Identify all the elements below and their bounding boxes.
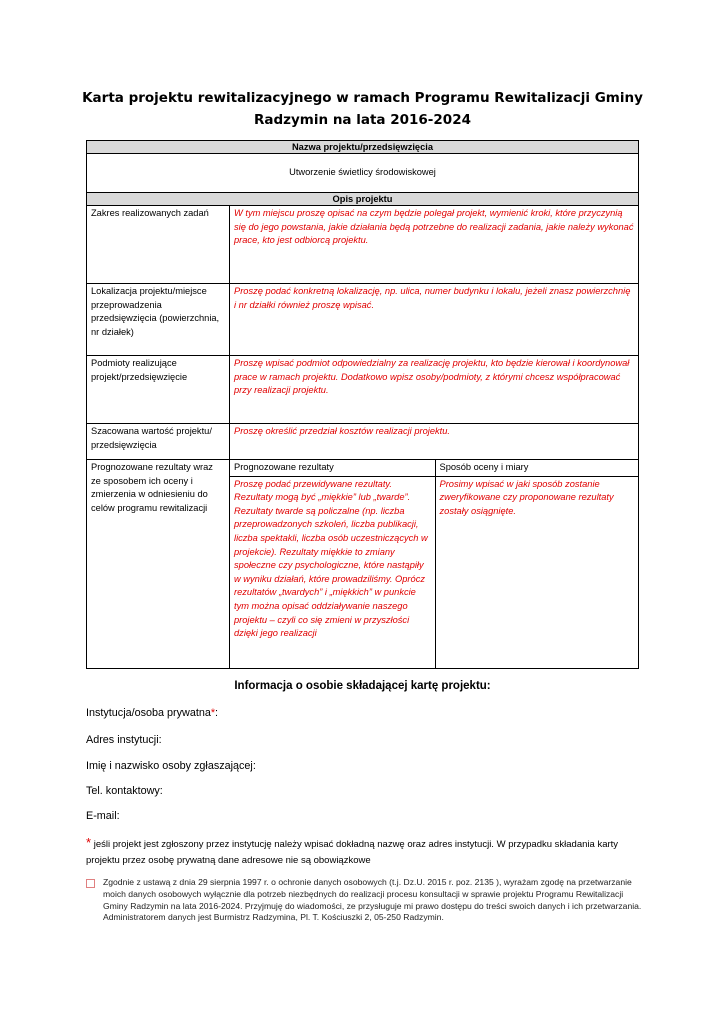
results-cell xyxy=(230,460,639,669)
row-label-value: Szacowana wartość projektu/ przedsięwzięcia xyxy=(87,424,230,460)
project-name-field[interactable]: Utworzenie świetlicy środowiskowej xyxy=(87,154,639,193)
results-subtable xyxy=(230,460,638,668)
institution-label-text: Instytucja/osoba prywatna xyxy=(86,707,211,719)
project-name-header: Nazwa projektu/przedsięwzięcia xyxy=(87,141,639,154)
row-label-entities: Podmioty realizujące projekt/przedsięwzięcie xyxy=(87,356,230,424)
document-title xyxy=(0,87,725,131)
title-line-2: Radzymin na lata 2016-2024 xyxy=(253,112,471,128)
name-label: Imię i nazwisko osoby zgłaszającej: xyxy=(86,760,256,772)
email-label: E-mail: xyxy=(86,810,120,822)
footnote-text: jeśli projekt jest zgłoszony przez instytucję należy wpisać dokładną nazwę oraz adres instytucji. W przypadku składania karty projektu przez osobę prywatną dane adresowe nie są obowiązkowe xyxy=(86,839,619,866)
footnote-asterisk: * xyxy=(86,835,92,850)
address-label: Adres instytucji: xyxy=(86,734,162,746)
measures-field[interactable]: Prosimy wpisać w jaki sposób zostanie zweryfikowane czy proponowane rezultaty zostały osiągnięte. xyxy=(435,476,638,668)
measures-col-header: Sposób oceny i miary xyxy=(435,460,638,476)
scope-field[interactable]: W tym miejscu proszę opisać na czym będzie polegał projekt, wymienić kroki, które przyczynią się do jego powstania, jakie działania będą potrzebne do realizacji zadania, jakie należy wykonać prace, kto jest odbiorcą projektu. xyxy=(230,206,639,284)
title-line-1: Karta projektu rewitalizacyjnego w ramach Programu Rewitalizacji Gminy xyxy=(82,90,643,106)
required-asterisk: * xyxy=(210,707,216,719)
row-label-location: Lokalizacja projektu/miejsce przeprowadzenia przedsięwzięcia (powierzchnia, nr działek) xyxy=(87,284,230,356)
institution-label-colon: : xyxy=(215,707,219,719)
consent-text: Zgodnie z ustawą z dnia 29 sierpnia 1997 r. o ochronie danych osobowych (t.j. Dz.U. 2015 r. poz. 2135 ), wyrażam zgodę na przetwarzanie moich danych osobowych wyłącznie dla potrzeb niezbędnych do realizacji procesu konsultacji w sprawie projektu Programu Rewitalizacji Gminy Radzymin na lata 2016-2024. Przyjmuję do wiadomości, ze przysługuje mi prawo dostępu do treści swoich danych i ich przetwarzania. Administratorem danych jest Burmistrz Radzymina, Pl. T. Kościuszki 2, 05-250 Radzymin. xyxy=(103,877,642,923)
phone-label: Tel. kontaktowy: xyxy=(86,785,163,797)
consent-block xyxy=(86,877,646,924)
results-field[interactable]: Proszę podać przewidywane rezultaty. Rezultaty mogą być „miękkie” lub „twarde”. Rezultaty twarde są policzalne (np. liczba przeprowadzonych szkoleń, liczba publikacji, liczba spektakli, liczba osób uczestniczących w projekcie). Rezultaty miękkie to zmiany społeczne czy psychologiczne, które nastąpiły w wyniku działań, które prowadziliśmy. Oprócz rezultatów „twardych” i „miękkich” w punkcie tym można opisać oddziaływanie naszego projektu – czyli co się zmieni w przyszłości dzięki jego realizacji xyxy=(230,476,435,668)
results-col-header: Prognozowane rezultaty xyxy=(230,460,435,476)
row-label-scope: Zakres realizowanych zadań xyxy=(87,206,230,284)
applicant-section-title: Informacja o osobie składającej kartę projektu: xyxy=(234,680,491,692)
consent-checkbox[interactable] xyxy=(86,879,95,888)
value-field[interactable]: Proszę określić przedział kosztów realizacji projektu. xyxy=(230,424,639,460)
row-label-results: Prognozowane rezultaty wraz ze sposobem ich oceny i zmierzenia w odniesieniu do celów programu rewitalizacji xyxy=(87,460,230,669)
institution-label xyxy=(86,707,218,719)
description-header: Opis projektu xyxy=(87,193,639,206)
location-field[interactable]: Proszę podać konkretną lokalizację, np. ulica, numer budynku i lokalu, jeżeli znasz powierzchnię i nr działki również proszę wpisać. xyxy=(230,284,639,356)
project-form-table xyxy=(86,140,639,669)
footnote xyxy=(86,835,644,869)
entities-field[interactable]: Proszę wpisać podmiot odpowiedzialny za realizację projektu, kto będzie kierował i koordynował prace w ramach projektu. Dodatkowo wpisz osoby/podmioty, z którymi chcesz współpracować przy realizacji projektu. xyxy=(230,356,639,424)
